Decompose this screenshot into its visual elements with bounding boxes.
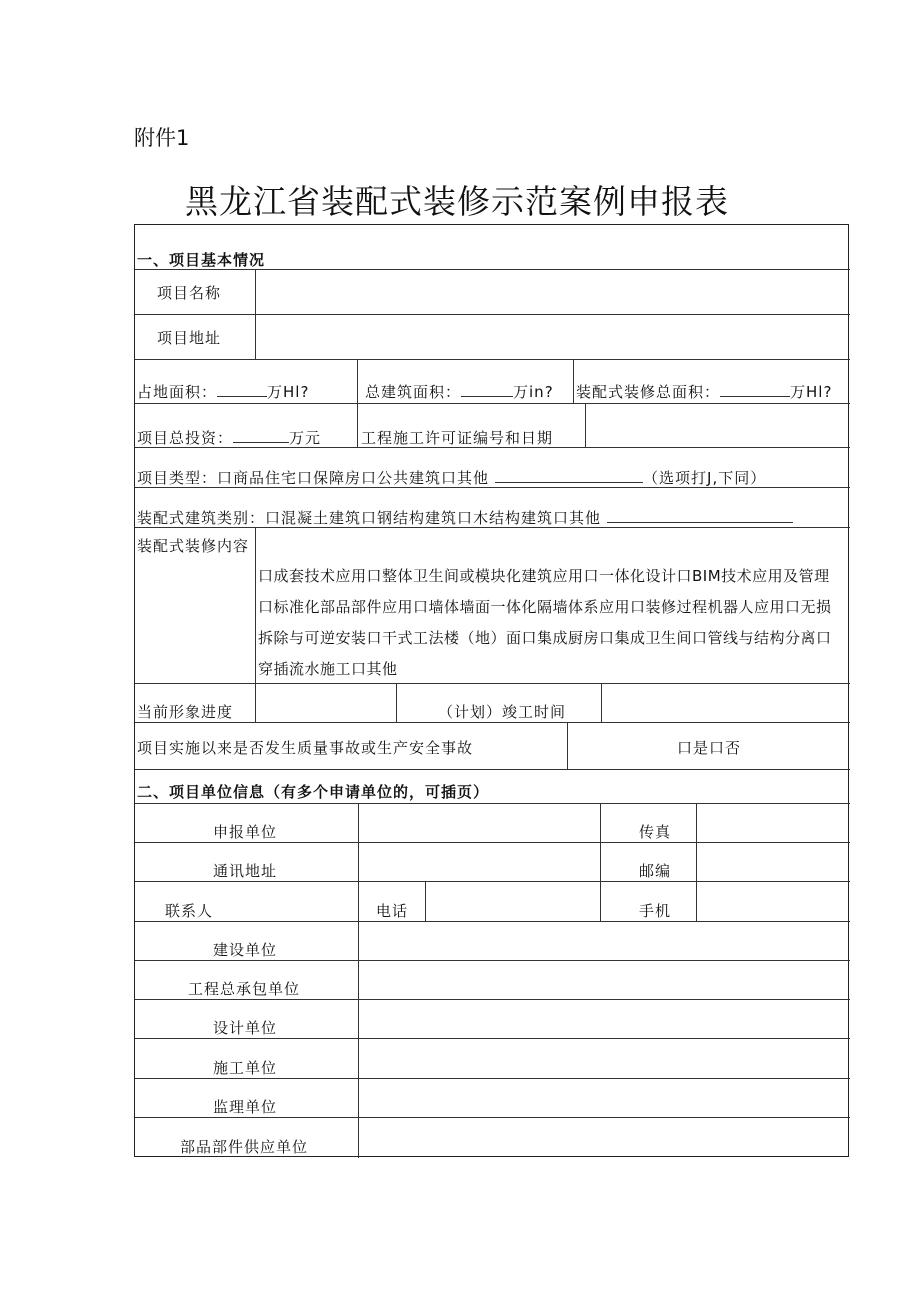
postcode-input[interactable] [698,844,848,880]
fax-label: 传真 [639,823,672,841]
supervision-unit-label: 监理单位 [213,1098,278,1116]
design-unit-label: 设计单位 [213,1019,278,1037]
col-divider [567,722,568,769]
col-divider [396,683,397,722]
row-divider [135,803,850,804]
building-category-other-input[interactable] [607,508,793,523]
col-divider [696,803,697,921]
row-divider [135,403,850,404]
application-form-table [134,224,849,1157]
project-address-input[interactable] [257,316,847,358]
phone-label: 电话 [376,902,409,920]
construction-unit-label: 建设单位 [213,941,278,959]
mobile-input[interactable] [698,883,848,919]
land-area-label: 占地面积： 万Hl? [137,383,310,401]
total-building-area-label: 总建筑面积： 万in? [365,383,554,401]
builder-unit-label: 施工单位 [213,1059,278,1077]
mobile-label: 手机 [639,902,672,920]
col-divider [585,403,586,447]
row-divider [135,722,850,723]
accident-question-label: 项目实施以来是否发生质量事故或生产安全事故 [137,739,474,757]
completion-time-label: （计划）竣工时间 [438,703,567,721]
project-type-row: 项目类型：口商品住宅口保障房口公共建筑口其他 （选项打J,下同） [137,469,767,487]
row-divider [135,1117,850,1118]
row-divider [135,960,850,961]
row-divider [135,881,850,882]
permit-input[interactable] [587,405,847,445]
total-investment-label: 项目总投资： 万元 [137,429,322,447]
progress-label: 当前形象进度 [137,703,234,721]
row-divider [135,999,850,1000]
contact-input[interactable] [137,883,356,919]
general-contractor-label: 工程总承包单位 [188,980,301,998]
row-divider [135,1078,850,1079]
col-divider [255,269,256,359]
supplier-unit-label: 部品部件供应单位 [180,1138,309,1156]
building-category-row: 装配式建筑类别：口混凝土建筑口钢结构建筑口木结构建筑口其他 [137,507,793,528]
progress-input[interactable] [258,685,394,721]
decoration-content-label: 装配式装修内容 [137,537,250,555]
mailing-address-input[interactable] [360,844,598,880]
applicant-label: 申报单位 [213,823,278,841]
project-name-label: 项目名称 [157,284,222,302]
supervision-unit-input[interactable] [360,1080,848,1116]
row-divider [135,359,850,360]
col-divider [601,683,602,722]
completion-time-input[interactable] [603,685,847,721]
project-type-options[interactable]: 口商品住宅口保障房口公共建筑口其他 [217,469,490,487]
section2-heading: 二、项目单位信息（有多个申请单位的，可插页） [137,783,490,801]
supplier-unit-input[interactable] [360,1119,848,1156]
project-address-label: 项目地址 [157,329,222,347]
row-divider [135,314,850,315]
fax-input[interactable] [698,805,848,841]
mailing-address-label: 通讯地址 [213,862,278,880]
permit-label: 工程施工许可证编号和日期 [361,429,554,447]
accident-options[interactable]: 口是口否 [677,739,742,757]
construction-unit-input[interactable] [360,923,848,959]
project-name-input[interactable] [257,271,847,313]
row-divider [135,769,850,770]
building-category-options[interactable]: 口混凝土建筑口钢结构建筑口木结构建筑口其他 [265,509,602,527]
postcode-label: 邮编 [639,862,672,880]
decoration-area-label: 装配式装修总面积： 万Hl? [576,383,833,401]
design-unit-input[interactable] [360,1001,848,1037]
total-building-area-input[interactable] [461,382,513,397]
section1-heading: 一、项目基本情况 [137,251,266,269]
annex-label: 附件1 [134,126,190,150]
row-divider [135,842,850,843]
col-divider [573,359,574,403]
land-area-input[interactable] [217,382,267,397]
col-divider [358,803,359,1158]
row-divider [135,921,850,922]
total-investment-input[interactable] [233,428,289,443]
decoration-content-options[interactable]: 口成套技术应用口整体卫生间或模块化建筑应用口一体化设计口BIM技术应用及管理口标准化部品部件应用口墙体墙面一体化隔墙体系应用口装修过程机器人应用口无损拆除与可逆安装口干式工法楼（地）面口集成厨房口集成卫生间口管线与结构分离口穿插流水施工口其他 [258,567,832,678]
row-divider [135,1038,850,1039]
col-divider [600,803,601,921]
decoration-area-input[interactable] [720,382,790,397]
applicant-input[interactable] [360,805,598,841]
contact-label: 联系人 [165,902,214,920]
form-title: 黑龙江省装配式装修示范案例申报表 [185,182,729,221]
general-contractor-input[interactable] [360,962,848,998]
project-type-other-input[interactable] [495,468,643,483]
col-divider [357,359,358,447]
phone-input[interactable] [427,883,598,919]
col-divider [255,527,256,722]
builder-unit-input[interactable] [360,1040,848,1077]
col-divider [425,881,426,921]
